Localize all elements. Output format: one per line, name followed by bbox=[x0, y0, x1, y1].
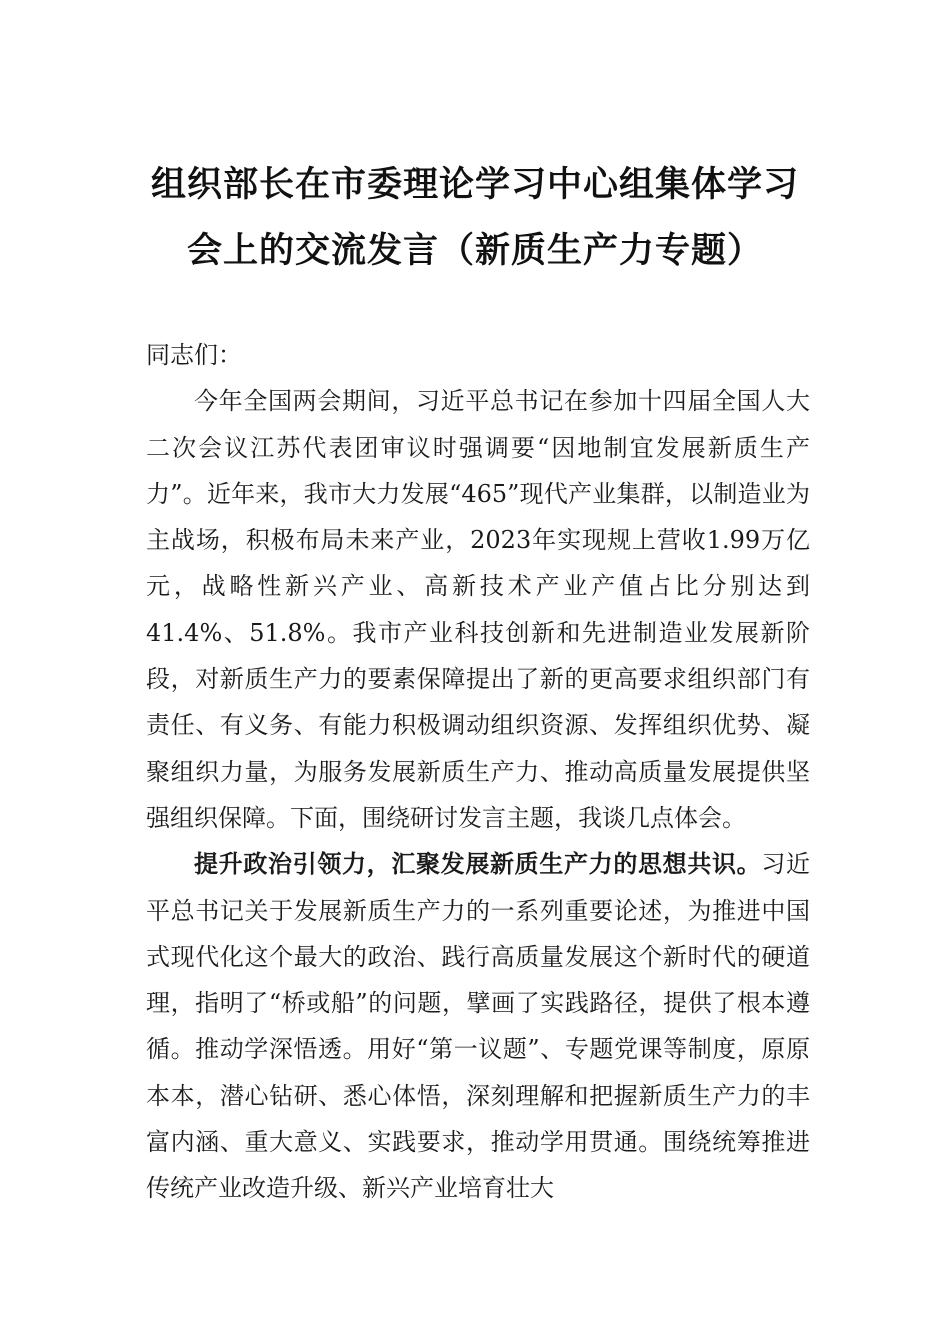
document-body bbox=[146, 332, 810, 1212]
paragraph-2-body: 习近平总书记关于发展新质生产力的一系列重要论述，为推进中国式现代化这个最大的政治、践行高质量发展这个新时代的硬道理，指明了“桥或船”的问题，擘画了实践路径，提供了根本遵循。推动学深悟透。用好“第一议题”、专题党课等制度，原原本本，潜心钻研、悉心体悟，深刻理解和把握新质生产力的丰富内涵、重大意义、实践要求，推动学用贯通。围绕统筹推进传统产业改造升级、新兴产业培育壮大 bbox=[146, 850, 811, 1203]
document-title-line-1: 组织部长在市委理论学习中心组集体学习 bbox=[150, 164, 799, 205]
paragraph-2 bbox=[146, 841, 810, 1211]
salutation: 同志们： bbox=[146, 341, 242, 369]
document-title-line-2: 会上的交流发言（新质生产力专题） bbox=[186, 230, 763, 271]
paragraph-2-heading: 提升政治引领力，汇聚发展新质生产力的思想共识。 bbox=[194, 850, 762, 879]
paragraph-1: 今年全国两会期间，习近平总书记在参加十四届全国人大二次会议江苏代表团审议时强调要“因地制宜发展新质生产力”。近年来，我市大力发展“465”现代产业集群，以制造业为主战场，积极布局未来产业，2023年实现规上营收1.99万亿元，战略性新兴产业、高新技术产业产值占比分别达到41.4%、51.8%。我市产业科技创新和先进制造业发展新阶段，对新质生产力的要素保障提出了新的更高要求组织部门有责任、有义务、有能力积极调动组织资源、发挥组织优势、凝聚组织力量，为服务发展新质生产力、推动高质量发展提供坚强组织保障。下面，围绕研讨发言主题，我谈几点体会。 bbox=[146, 387, 810, 832]
